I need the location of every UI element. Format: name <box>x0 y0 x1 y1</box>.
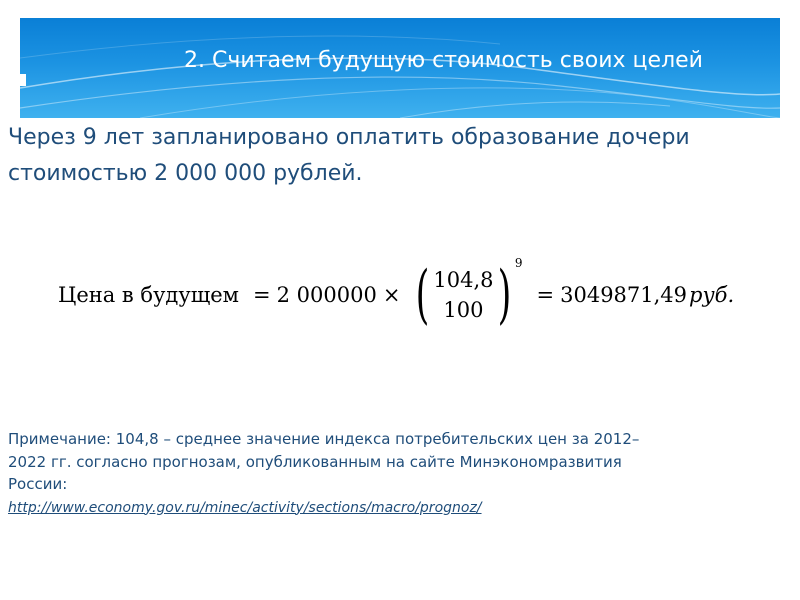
formula-unit: руб. <box>689 283 735 307</box>
formula-growth-factor <box>410 256 523 332</box>
formula-fraction <box>433 265 493 325</box>
header-accent-mark <box>20 74 26 86</box>
future-price-formula <box>58 258 734 332</box>
formula-principal: 2 000000 <box>276 283 377 307</box>
slide-title: 2. Считаем будущую стоимость своих целей <box>184 48 703 73</box>
formula-result: 3049871,49 <box>560 283 688 307</box>
formula-label: Цена в будущем <box>58 283 240 307</box>
formula-exponent: 9 <box>514 256 523 270</box>
footnote-text: Примечание: 104,8 – среднее значение индекса потребительских цен за 2012–2022 гг. согласно прогнозам, опубликованным на сайте Минэкономразвития России: <box>8 430 640 493</box>
left-paren-icon: ( <box>416 258 430 332</box>
header-banner <box>20 18 780 118</box>
fraction-numerator: 104,8 <box>433 268 494 292</box>
formula-equals-sign-2: = <box>536 283 555 307</box>
intro-text: Через 9 лет запланировано оплатить образование дочери стоимостью 2 000 000 рублей. <box>8 125 690 186</box>
fraction-denominator: 100 <box>443 298 484 322</box>
formula-equals-sign: = <box>253 283 271 307</box>
source-link[interactable]: http://www.economy.gov.ru/minec/activity/sections/macro/prognoz/ <box>8 499 482 516</box>
footnote <box>8 428 668 519</box>
formula-times-sign: × <box>382 283 401 307</box>
right-paren-icon: ) <box>497 258 511 332</box>
